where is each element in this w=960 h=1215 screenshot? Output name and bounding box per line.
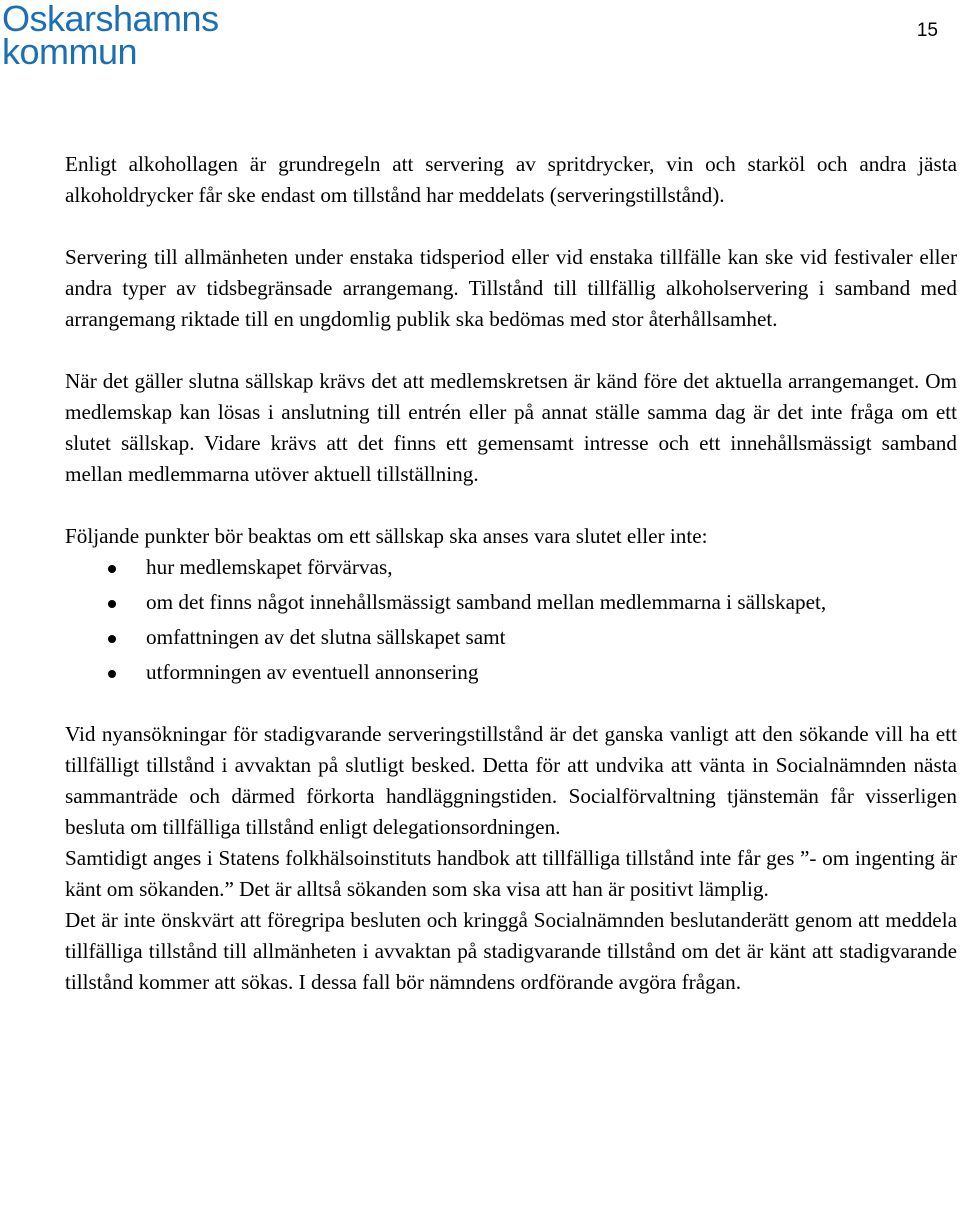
list-item-text: omfattningen av det slutna sällskapet samt [146,625,506,649]
list-item-text: hur medlemskapet förvärvas, [146,555,393,579]
document-body [65,149,957,998]
list-item-text: om det finns något innehållsmässigt samband mellan medlemmarna i sällskapet, [146,590,827,614]
bullet-icon [108,670,116,678]
criteria-list [65,552,957,688]
list-item [65,587,957,618]
paragraph-not-desirable: Det är inte önskvärt att föregripa besluten och kringgå Socialnämnden beslutanderätt genom att meddela tillfälliga tillstånd till allmänheten i avvaktan på stadigvarande tillstånd om det är känt att stadigvarande tillstånd kommer att sökas. I dessa fall bör nämndens ordförande avgöra frågan. [65,908,957,994]
paragraph-handbook: Samtidigt anges i Statens folkhälsoinstituts handbok att tillfälliga tillstånd inte får ges ”- om ingenting är känt om sökanden.” Det är alltså sökanden som ska visa att han är positivt lämplig. [65,846,957,901]
paragraph-closed-company: När det gäller slutna sällskap krävs det att medlemskretsen är känd före det aktuella arrangemanget. Om medlemskap kan lösas i anslutning till entrén eller på annat ställe samma dag är det inte fråga om ett slutet sällskap. Vidare krävs att det finns ett gemensamt intresse och ett innehållsmässigt samband mellan medlemmarna utöver aktuell tillställning. [65,369,957,486]
page-number: 15 [916,20,938,41]
bullet-icon [108,635,116,643]
list-item [65,552,957,583]
bullet-icon [108,565,116,573]
paragraph-temporary-serving: Servering till allmänheten under enstaka tidsperiod eller vid enstaka tillfälle kan ske vid festivaler eller andra typer av tidsbegränsade arrangemang. Tillstånd till tillfällig alkoholservering i samband med arrangemang riktade till en ungdomlig publik ska bedömas med stor återhållsamhet. [65,245,957,331]
logo-line-1: Oskarshamns [2,0,219,39]
logo-line-2: kommun [2,31,138,72]
list-item [65,657,957,688]
municipality-logo [2,0,219,72]
list-item [65,622,957,653]
list-item-text: utformningen av eventuell annonsering [146,660,479,684]
bullet-icon [108,600,116,608]
paragraph-criteria-intro: Följande punkter bör beaktas om ett sällskap ska anses vara slutet eller inte: [65,524,708,548]
paragraph-serving-rule: Enligt alkohollagen är grundregeln att servering av spritdrycker, vin och starköl och andra jästa alkoholdrycker får ske endast om tillstånd har meddelats (serveringstillstånd). [65,152,957,207]
paragraph-new-applications: Vid nyansökningar för stadigvarande serveringstillstånd är det ganska vanligt att den sökande vill ha ett tillfälligt tillstånd i avvaktan på slutligt besked. Detta för att undvika att vänta in Socialnämnden nästa sammanträde och därmed förkorta handläggningstiden. Socialförvaltning tjänstemän får visserligen besluta om tillfälliga tillstånd enligt delegationsordningen. [65,722,957,839]
